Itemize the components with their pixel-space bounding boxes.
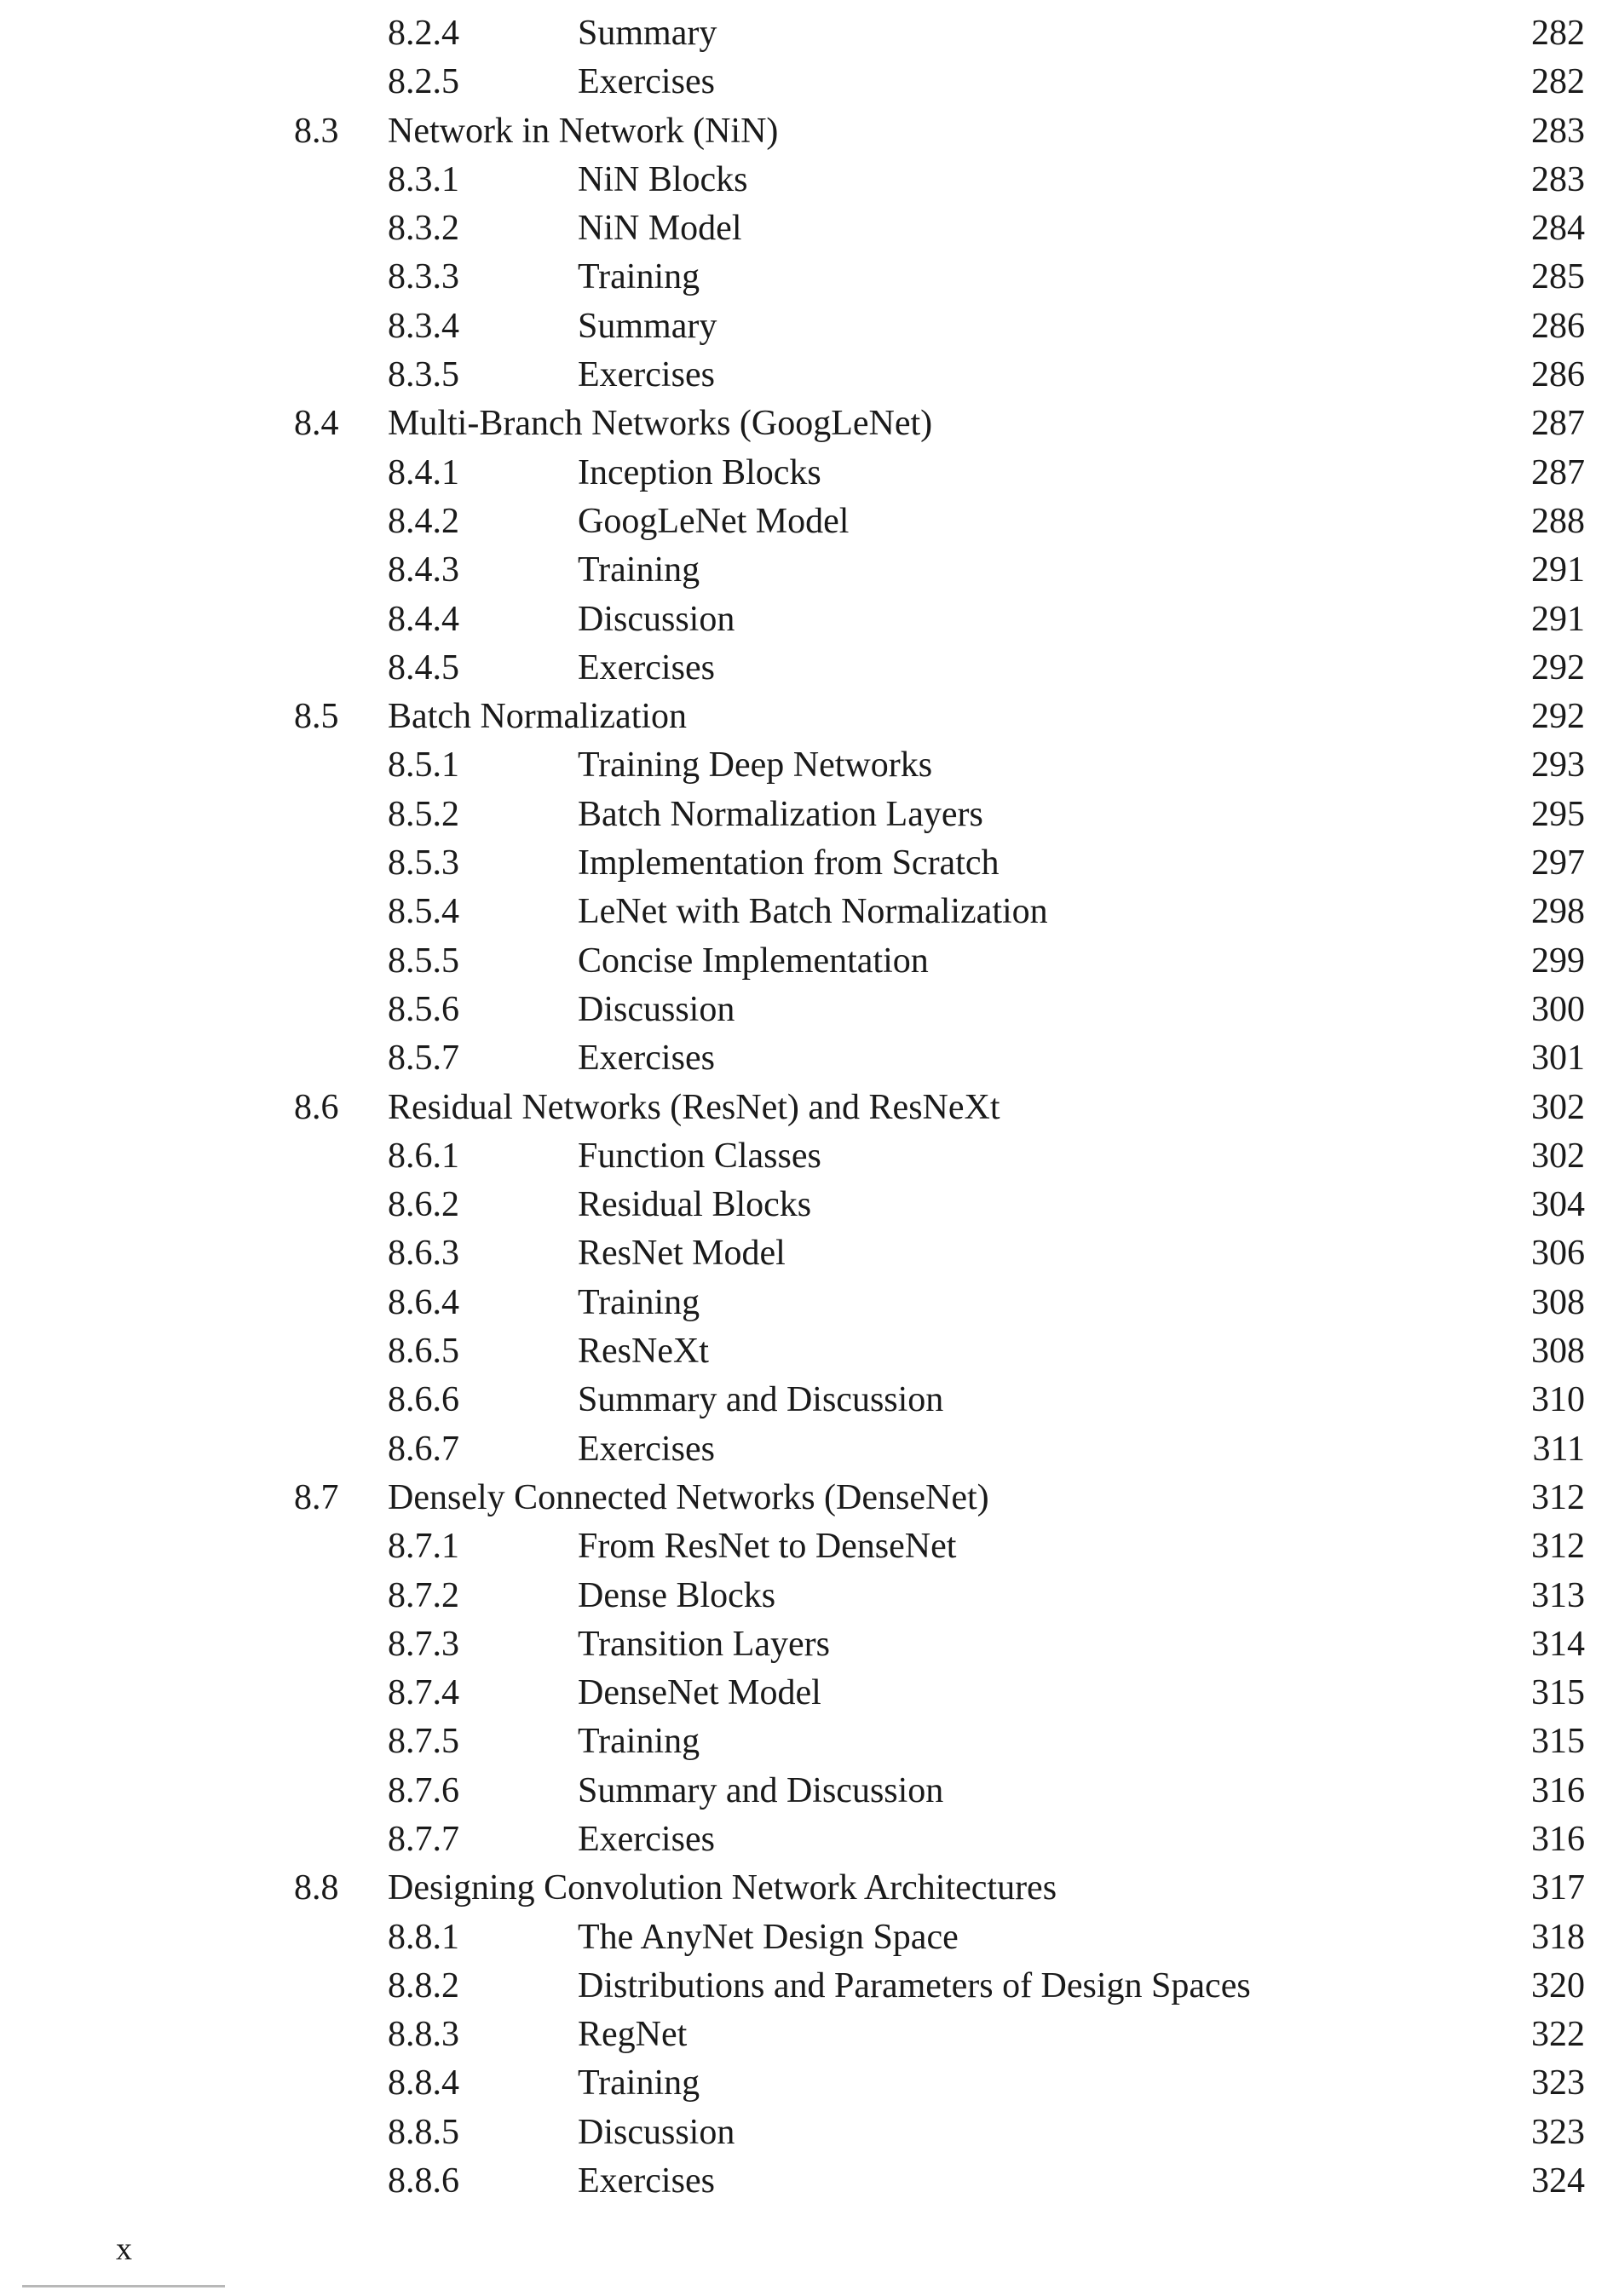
toc-entry-number: 8.4: [294, 404, 339, 444]
toc-subsection-entry[interactable]: [0, 1376, 1619, 1424]
toc-section-entry[interactable]: [0, 1474, 1619, 1522]
toc-entry-page: 308: [1531, 1282, 1585, 1322]
toc-entry-page: 297: [1531, 843, 1585, 883]
toc-entry-number: 8.3: [294, 111, 339, 151]
toc-entry-title: ResNeXt: [578, 1332, 709, 1372]
toc-entry-number: 8.5.6: [388, 989, 459, 1029]
toc-entry-number: 8.4.2: [388, 501, 459, 541]
toc-entry-number: 8.5.2: [388, 794, 459, 834]
toc-entry-number: 8.3.2: [388, 209, 459, 249]
toc-entry-title: From ResNet to DenseNet: [578, 1527, 957, 1567]
toc-entry-title: NiN Blocks: [578, 159, 748, 199]
toc-entry-number: 8.3.3: [388, 257, 459, 297]
toc-entry-number: 8.7: [294, 1477, 339, 1517]
toc-entry-page: 317: [1531, 1868, 1585, 1908]
toc-subsection-entry[interactable]: [0, 204, 1619, 253]
toc-subsection-entry[interactable]: [0, 888, 1619, 936]
toc-entry-number: 8.7.7: [388, 1819, 459, 1859]
toc-entry-title: Inception Blocks: [578, 452, 821, 492]
toc-subsection-entry[interactable]: [0, 1767, 1619, 1816]
toc-entry-title: Exercises: [578, 1819, 715, 1859]
toc-subsection-entry[interactable]: [0, 1669, 1619, 1718]
toc-subsection-entry[interactable]: [0, 2011, 1619, 2059]
toc-entry-page: 287: [1531, 452, 1585, 492]
toc-entry-number: 8.6.1: [388, 1136, 459, 1176]
toc-entry-page: 315: [1531, 1673, 1585, 1713]
toc-entry-title: Residual Networks (ResNet) and ResNeXt: [388, 1087, 1000, 1127]
toc-entry-title: Implementation from Scratch: [578, 843, 1000, 883]
toc-section-entry[interactable]: [0, 400, 1619, 448]
toc-entry-page: 292: [1531, 647, 1585, 688]
toc-subsection-entry[interactable]: [0, 2109, 1619, 2157]
toc-entry-page: 288: [1531, 501, 1585, 541]
toc-entry-title: Dense Blocks: [578, 1575, 776, 1615]
toc-subsection-entry[interactable]: [0, 1229, 1619, 1278]
toc-entry-number: 8.5: [294, 697, 339, 737]
toc-entry-title: Training: [578, 257, 700, 297]
toc-entry-title: Discussion: [578, 599, 735, 639]
toc-entry-page: 310: [1531, 1380, 1585, 1420]
toc-entry-title: Summary and Discussion: [578, 1380, 944, 1420]
toc-entry-title: Exercises: [578, 1039, 715, 1079]
toc-entry-page: 295: [1531, 794, 1585, 834]
toc-entry-page: 312: [1531, 1527, 1585, 1567]
toc-subsection-entry[interactable]: [0, 596, 1619, 644]
toc-entry-page: 312: [1531, 1477, 1585, 1517]
toc-subsection-entry[interactable]: [0, 498, 1619, 546]
toc-entry-page: 286: [1531, 355, 1585, 395]
toc-entry-number: 8.4.3: [388, 550, 459, 590]
toc-entry-title: Training Deep Networks: [578, 745, 933, 785]
toc-entry-page: 313: [1531, 1575, 1585, 1615]
toc-entry-title: Discussion: [578, 989, 735, 1029]
toc-entry-page: 282: [1531, 14, 1585, 53]
toc-subsection-entry[interactable]: [0, 937, 1619, 986]
toc-subsection-entry[interactable]: [0, 1572, 1619, 1620]
toc-subsection-entry[interactable]: [0, 1913, 1619, 1962]
toc-entry-page: 322: [1531, 2015, 1585, 2055]
toc-entry-title: Training: [578, 2063, 700, 2103]
page-number: x: [116, 2231, 132, 2267]
toc-subsection-entry[interactable]: [0, 253, 1619, 302]
toc-entry-number: 8.3.4: [388, 306, 459, 346]
toc-subsection-entry[interactable]: [0, 741, 1619, 790]
toc-subsection-entry[interactable]: [0, 791, 1619, 839]
toc-entry-page: 302: [1531, 1087, 1585, 1127]
toc-subsection-entry[interactable]: [0, 302, 1619, 351]
toc-subsection-entry[interactable]: [0, 1962, 1619, 2011]
toc-entry-page: 285: [1531, 257, 1585, 297]
toc-entry-number: 8.7.4: [388, 1673, 459, 1713]
toc-entry-title: Transition Layers: [578, 1624, 830, 1664]
toc-entry-title: Training: [578, 1722, 700, 1762]
toc-entry-title: Exercises: [578, 647, 715, 688]
toc-entry-title: Batch Normalization Layers: [578, 794, 983, 834]
toc-subsection-entry[interactable]: [0, 1620, 1619, 1669]
toc-subsection-entry[interactable]: [0, 546, 1619, 595]
toc-subsection-entry[interactable]: [0, 1279, 1619, 1327]
toc-subsection-entry[interactable]: [0, 156, 1619, 204]
toc-entry-page: 323: [1531, 2063, 1585, 2103]
toc-entry-title: Designing Convolution Network Architectures: [388, 1868, 1057, 1908]
toc-entry-page: 315: [1531, 1722, 1585, 1762]
toc-subsection-entry[interactable]: [0, 1816, 1619, 1864]
toc-entry-number: 8.7.1: [388, 1527, 459, 1567]
toc-entry-number: 8.3.5: [388, 355, 459, 395]
toc-entry-number: 8.6.6: [388, 1380, 459, 1420]
toc-entry-title: Exercises: [578, 355, 715, 395]
toc-entry-page: 287: [1531, 404, 1585, 444]
toc-entry-title: Discussion: [578, 2112, 735, 2152]
toc-subsection-entry[interactable]: [0, 2157, 1619, 2206]
toc-entry-page: 286: [1531, 306, 1585, 346]
toc-entry-number: 8.8: [294, 1868, 339, 1908]
toc-entry-page: 306: [1531, 1234, 1585, 1274]
toc-entry-page: 316: [1531, 1819, 1585, 1859]
toc-subsection-entry[interactable]: [0, 986, 1619, 1034]
toc-entry-number: 8.8.5: [388, 2112, 459, 2152]
toc-subsection-entry[interactable]: [0, 351, 1619, 400]
toc-subsection-entry[interactable]: [0, 1425, 1619, 1474]
toc-subsection-entry[interactable]: [0, 1181, 1619, 1229]
toc-entry-page: 304: [1531, 1185, 1585, 1225]
toc-entry-page: 318: [1531, 1917, 1585, 1957]
toc-entry-title: Batch Normalization: [388, 697, 688, 737]
toc-subsection-entry[interactable]: [0, 58, 1619, 106]
toc-entry-title: Distributions and Parameters of Design Spaces: [578, 1965, 1251, 2005]
toc-entry-title: Training: [578, 1282, 700, 1322]
toc-entry-page: 300: [1531, 989, 1585, 1029]
toc-subsection-entry[interactable]: [0, 449, 1619, 498]
toc-entry-page: 298: [1531, 892, 1585, 932]
toc-entry-title: DenseNet Model: [578, 1673, 821, 1713]
toc-entry-page: 314: [1531, 1624, 1585, 1664]
toc-section-entry[interactable]: [0, 1864, 1619, 1913]
table-of-contents: [0, 9, 1619, 2206]
toc-subsection-entry[interactable]: [0, 1327, 1619, 1376]
toc-subsection-entry[interactable]: [0, 1522, 1619, 1571]
toc-entry-number: 8.5.1: [388, 745, 459, 785]
toc-entry-number: 8.5.4: [388, 892, 459, 932]
toc-entry-page: 302: [1531, 1136, 1585, 1176]
toc-entry-title: ResNet Model: [578, 1234, 786, 1274]
toc-entry-page: 292: [1531, 697, 1585, 737]
toc-entry-number: 8.6.5: [388, 1332, 459, 1372]
toc-entry-page: 323: [1531, 2112, 1585, 2152]
toc-entry-page: 311: [1532, 1429, 1585, 1469]
toc-entry-title: NiN Model: [578, 209, 742, 249]
toc-entry-number: 8.2.5: [388, 62, 459, 102]
toc-entry-title: Multi-Branch Networks (GoogLeNet): [388, 404, 933, 444]
toc-entry-title: LeNet with Batch Normalization: [578, 892, 1048, 932]
toc-entry-title: Function Classes: [578, 1136, 821, 1176]
toc-entry-page: 299: [1531, 941, 1585, 981]
toc-entry-page: 324: [1531, 2161, 1585, 2201]
toc-entry-number: 8.4.1: [388, 452, 459, 492]
toc-entry-title: RegNet: [578, 2015, 688, 2055]
toc-section-entry[interactable]: [0, 107, 1619, 156]
toc-entry-title: Summary and Discussion: [578, 1770, 944, 1810]
toc-entry-page: 283: [1531, 111, 1585, 151]
toc-section-entry[interactable]: [0, 1084, 1619, 1132]
toc-entry-title: Exercises: [578, 2161, 715, 2201]
toc-section-entry[interactable]: [0, 693, 1619, 741]
toc-subsection-entry[interactable]: [0, 644, 1619, 693]
toc-entry-number: 8.7.3: [388, 1624, 459, 1664]
toc-subsection-entry[interactable]: [0, 9, 1619, 58]
toc-subsection-entry[interactable]: [0, 2059, 1619, 2108]
toc-entry-number: 8.2.4: [388, 14, 459, 53]
toc-entry-number: 8.6.2: [388, 1185, 459, 1225]
toc-entry-page: 316: [1531, 1770, 1585, 1810]
toc-entry-number: 8.8.1: [388, 1917, 459, 1957]
toc-entry-number: 8.4.4: [388, 599, 459, 639]
toc-entry-number: 8.6.4: [388, 1282, 459, 1322]
toc-entry-number: 8.3.1: [388, 159, 459, 199]
toc-entry-title: Network in Network (NiN): [388, 111, 779, 151]
footer-rule: [22, 2285, 225, 2287]
toc-entry-title: The AnyNet Design Space: [578, 1917, 959, 1957]
toc-entry-title: Exercises: [578, 62, 715, 102]
toc-entry-title: Summary: [578, 14, 717, 53]
toc-entry-number: 8.8.2: [388, 1965, 459, 2005]
toc-entry-title: GoogLeNet Model: [578, 501, 850, 541]
toc-entry-page: 308: [1531, 1332, 1585, 1372]
toc-entry-title: Summary: [578, 306, 717, 346]
toc-entry-page: 284: [1531, 209, 1585, 249]
toc-entry-number: 8.8.4: [388, 2063, 459, 2103]
toc-entry-number: 8.6.3: [388, 1234, 459, 1274]
toc-entry-number: 8.8.6: [388, 2161, 459, 2201]
toc-entry-number: 8.8.3: [388, 2015, 459, 2055]
toc-entry-page: 301: [1531, 1039, 1585, 1079]
toc-entry-number: 8.6.7: [388, 1429, 459, 1469]
toc-entry-number: 8.5.7: [388, 1039, 459, 1079]
toc-subsection-entry[interactable]: [0, 839, 1619, 888]
toc-entry-page: 282: [1531, 62, 1585, 102]
toc-entry-title: Exercises: [578, 1429, 715, 1469]
toc-entry-number: 8.7.6: [388, 1770, 459, 1810]
toc-entry-page: 293: [1531, 745, 1585, 785]
toc-entry-number: 8.7.5: [388, 1722, 459, 1762]
toc-entry-title: Densely Connected Networks (DenseNet): [388, 1477, 989, 1517]
toc-entry-page: 320: [1531, 1965, 1585, 2005]
toc-entry-page: 291: [1531, 550, 1585, 590]
toc-entry-title: Concise Implementation: [578, 941, 929, 981]
toc-entry-page: 291: [1531, 599, 1585, 639]
toc-entry-number: 8.7.2: [388, 1575, 459, 1615]
toc-entry-title: Training: [578, 550, 700, 590]
toc-entry-number: 8.5.5: [388, 941, 459, 981]
toc-entry-number: 8.5.3: [388, 843, 459, 883]
toc-entry-page: 283: [1531, 159, 1585, 199]
toc-subsection-entry[interactable]: [0, 1718, 1619, 1766]
toc-entry-title: Residual Blocks: [578, 1185, 812, 1225]
toc-entry-number: 8.6: [294, 1087, 339, 1127]
toc-entry-number: 8.4.5: [388, 647, 459, 688]
toc-subsection-entry[interactable]: [0, 1034, 1619, 1083]
toc-subsection-entry[interactable]: [0, 1132, 1619, 1181]
